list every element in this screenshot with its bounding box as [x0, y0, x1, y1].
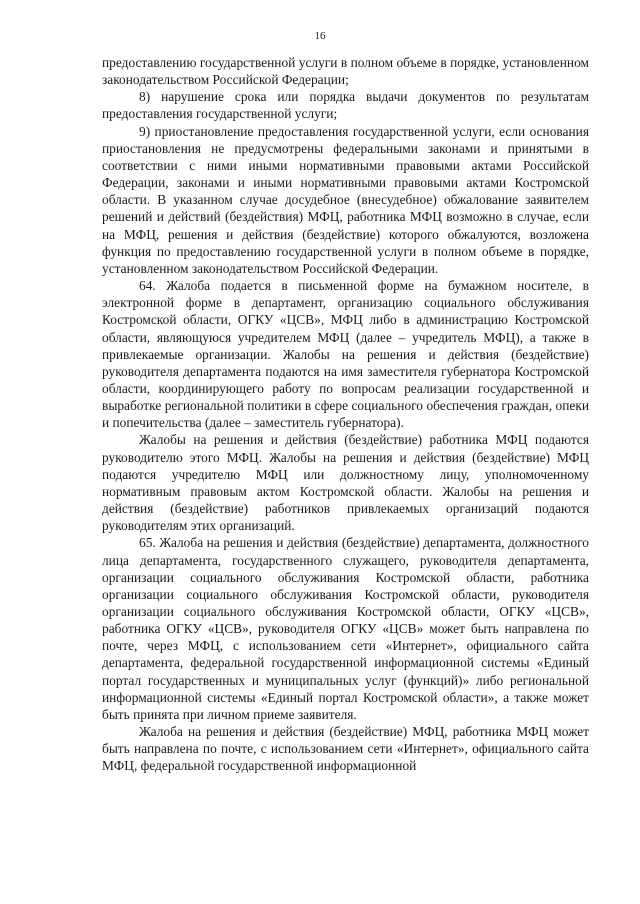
- paragraph-65: 65. Жалоба на решения и действия (бездействие) департамента, должностного лица департамента, государственного служащего, руководителя департамента, организации социального обслуживания Костромской области, работника организации социального обслуживания Костромской области, руководителя организации социального обслуживания Костромской области, ОГКУ «ЦСВ», работника ОГКУ «ЦСВ», руководителя ОГКУ «ЦСВ» может быть направлена по почте, через МФЦ, с использованием сети «Интернет», официального сайта департамента, федеральной государственной информационной системы «Единый портал государственных и муниципальных услуг (функций)» либо региональной информационной системы «Единый портал Костромской области», а также может быть принята при личном приеме заявителя.: [102, 535, 589, 722]
- paragraph-item-8: 8) нарушение срока или порядка выдачи документов по результатам предоставления государственной услуги;: [102, 89, 589, 122]
- paragraph-complaints-mfc: Жалобы на решения и действия (бездействие) работника МФЦ подаются руководителю этого МФЦ. Жалобы на решения и действия (бездействие) МФЦ подаются учредителю МФЦ или должностному лицу, уполномоченному нормативным правовым актом Костромской области. Жалобы на решения и действия (бездействие) работников привлекаемых организаций подаются руководителям этих организаций.: [102, 432, 589, 534]
- paragraph-item-9: 9) приостановление предоставления государственной услуги, если основания приостановления не предусмотрены федеральными законами и принятыми в соответствии с ними иными нормативными правовыми актами Российской Федерации, законами и иными нормативными правовыми актами Костромской области. В указанном случае досудебное (внесудебное) обжалование заявителем решений и действий (бездействия) МФЦ, работника МФЦ возможно в случае, если на МФЦ, решения и действия (бездействие) которого обжалуются, возложена функция по предоставлению государственной услуги в полном объеме в порядке, установленном законодательством Российской Федерации.: [102, 123, 589, 276]
- document-body: [102, 54, 589, 775]
- paragraph-complaint-mfc-channels: Жалоба на решения и действия (бездействие) МФЦ, работника МФЦ может быть направлена по почте, с использованием сети «Интернет», официального сайта МФЦ, федеральной государственной информационной: [102, 724, 589, 774]
- paragraph-1: предоставлению государственной услуги в полном объеме в порядке, установленном законодательством Российской Федерации;: [102, 55, 589, 88]
- paragraph-64: 64. Жалоба подается в письменной форме на бумажном носителе, в электронной форме в департамент, организацию социального обслуживания Костромской области, ОГКУ «ЦСВ», МФЦ либо в администрацию Костромской области, являющуюся учредителем МФЦ (далее – учредитель МФЦ), а также в привлекаемые организации. Жалобы на решения и действия (бездействие) руководителя департамента подаются на имя заместителя губернатора Костромской области, координирующего работу по вопросам реализации государственной и выработке региональной политики в сфере социального обеспечения граждан, опеки и попечительства (далее – заместитель губернатора).: [102, 278, 589, 431]
- page-number: 16: [314, 30, 326, 42]
